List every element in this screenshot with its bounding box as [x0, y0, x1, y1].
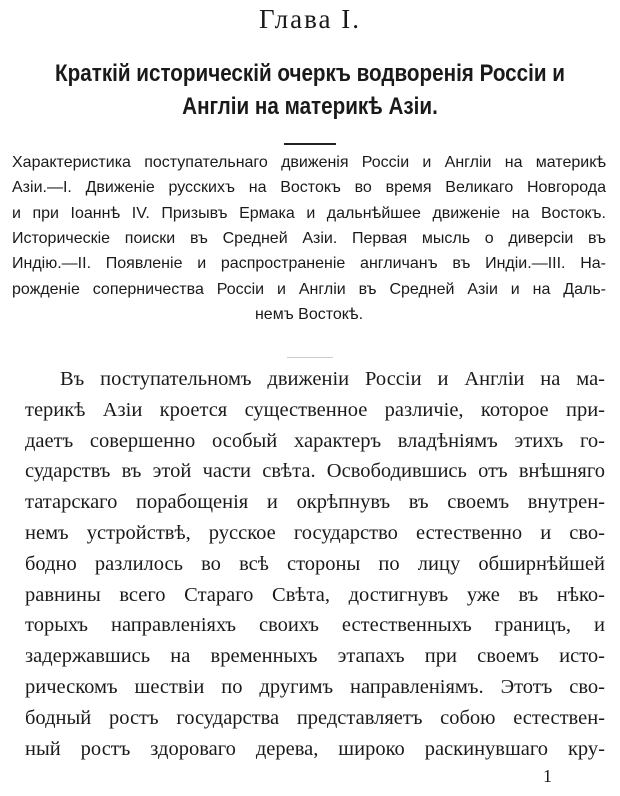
- summary-line: Азіи.—I. Движеніе русскихъ на Востокъ во время Великаго Новгорода: [12, 179, 606, 197]
- summary-line: немъ Востокѣ.: [254, 305, 364, 323]
- chapter-heading: Глава I.: [259, 4, 361, 34]
- summary-line: Характеристика поступательнаго движенія Россіи и Англіи на материкѣ: [12, 154, 606, 171]
- page-number: 1: [543, 766, 552, 786]
- body-line: равнины всего Стараго Свѣта, достигнувъ уже въ нѣко-: [25, 583, 605, 606]
- body-line: немъ устройствѣ, русское государство естественно и сво-: [25, 522, 605, 544]
- body-line: терикѣ Азіи кроется существенное различіе, которое при-: [25, 398, 605, 421]
- body-line: сударствъ въ этой части свѣта. Освободившись отъ внѣшняго: [25, 460, 605, 483]
- body-line: задержавшись на временныхъ этапахъ при своемъ исто-: [25, 645, 605, 668]
- summary-line: и при Іоаннѣ IV. Призывъ Ермака и дальнѣйшее движеніе на Востокъ.: [12, 204, 606, 222]
- summary-line: Историческіе поиски въ Средней Азіи. Первая мысль о диверсіи въ: [12, 229, 606, 247]
- body-line: торыхъ направленіяхъ своихъ естественныхъ границъ, и: [25, 614, 605, 637]
- divider-rule: [284, 143, 336, 145]
- summary-line: рожденіе соперничества Россіи и Англіи въ Средней Азіи и на Даль-: [12, 280, 606, 298]
- body-line: даетъ совершенно особый характеръ владѣніямъ этихъ го-: [25, 429, 605, 452]
- divider-rule-faint: [287, 357, 333, 358]
- body-line: бодно разлилось во всѣ стороны по лицу обширнѣйшей: [25, 552, 605, 575]
- chapter-title-line-2: Англіи на материкѣ Азіи.: [182, 93, 438, 120]
- summary-line: Индію.—II. Появленіе и распространеніе англичанъ въ Индіи.—III. На-: [12, 255, 606, 273]
- body-line: ный ростъ здороваго дерева, широко раскинувшаго кру-: [25, 737, 605, 760]
- body-line: рическомъ шествіи по другимъ направленіямъ. Этотъ сво-: [25, 676, 605, 698]
- body-line: Въ поступательномъ движеніи Россіи и Англіи на ма-: [60, 368, 605, 390]
- body-line: татарскаго порабощенія и окрѣпнувъ въ своемъ внутрен-: [25, 491, 605, 514]
- chapter-title-line-1: Краткій историческій очеркъ водворенія Россіи и: [55, 60, 565, 87]
- body-line: бодный ростъ государства представляетъ собою естествен-: [25, 706, 605, 729]
